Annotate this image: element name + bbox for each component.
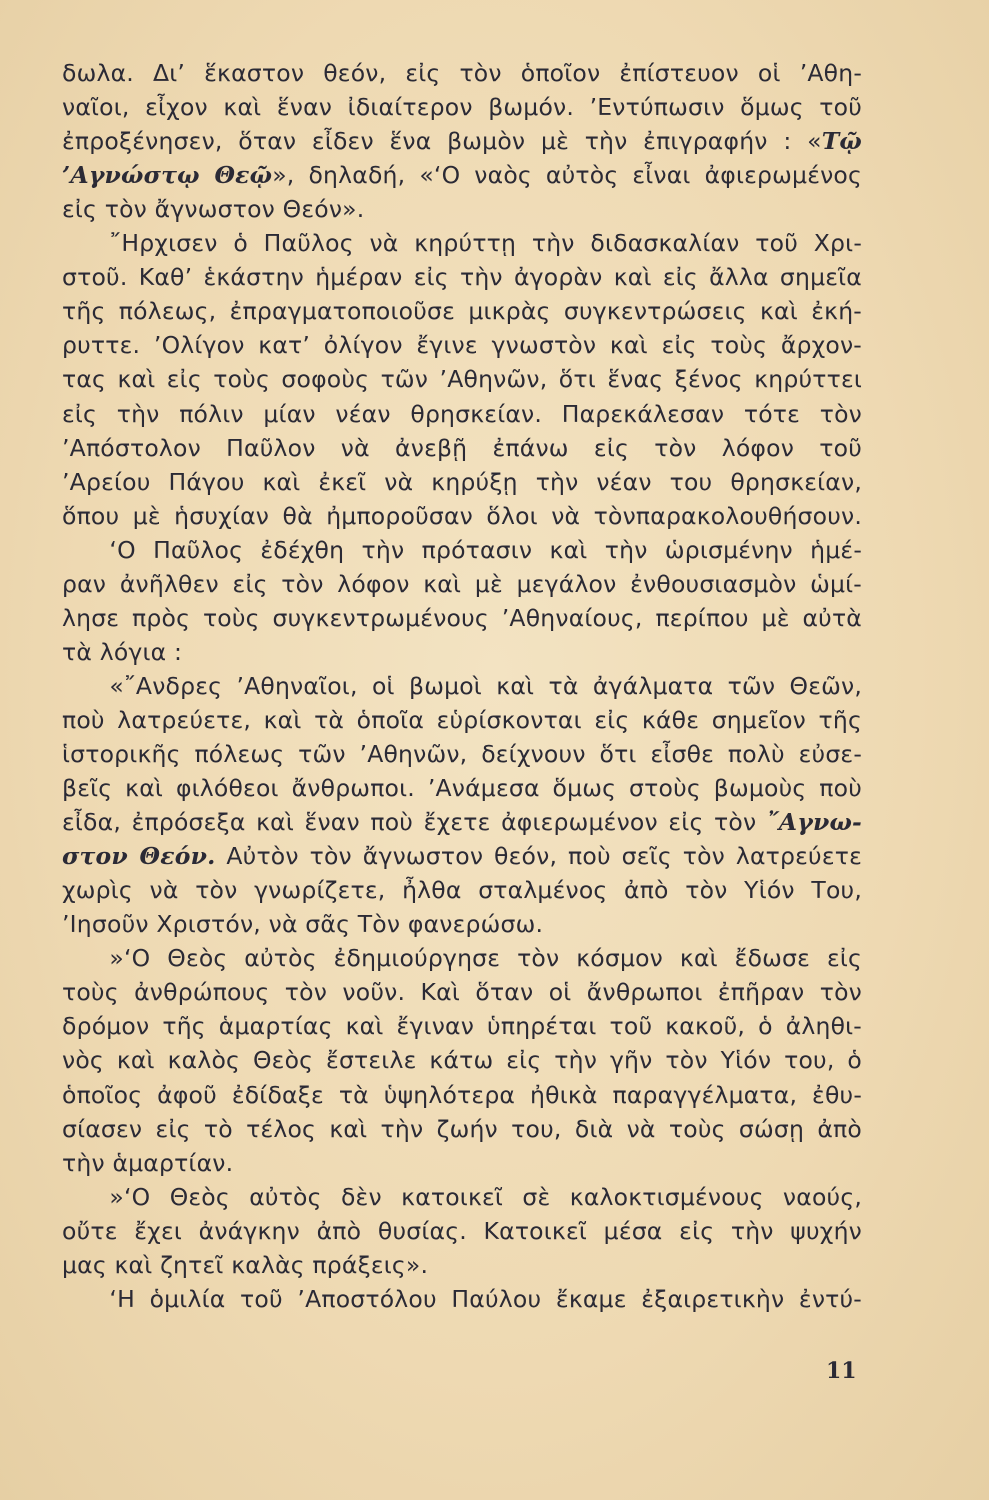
- text-line: [62, 397, 862, 431]
- line-text: ῎Ηρχισεν ὁ Παῦλος νὰ κηρύττῃ τὴν διδασκαλίαν τοῦ Χρι-: [62, 229, 862, 258]
- text-line: [62, 1078, 862, 1112]
- text-line: [62, 226, 862, 260]
- italic-emphasis: ῎Αγνω-: [766, 808, 862, 837]
- text-line: [62, 124, 862, 158]
- line-text: ’Αρείου Πάγου καὶ ἐκεῖ νὰ κηρύξῃ τὴν νέαν του θρησκείαν,: [62, 467, 862, 496]
- line-text: τῆς πόλεως, ἐπραγματοποιοῦσε μικρὰς συγκεντρώσεις καὶ ἐκή-: [62, 297, 862, 326]
- text-line: [62, 635, 862, 669]
- text-line: [62, 839, 862, 873]
- text-line: [62, 975, 862, 1009]
- text-line: [62, 362, 862, 396]
- line-text: σίασεν εἰς τὸ τέλος καὶ τὴν ζωήν του, διὰ νὰ τοὺς σώσῃ ἀπὸ: [62, 1114, 862, 1143]
- text-line: [62, 1282, 862, 1316]
- line-text: εἶδα, ἐπρόσεξα καὶ ἕναν ποὺ ἔχετε ἀφιερωμένον εἰς τὸν: [62, 808, 767, 837]
- line-text: λησε πρὸς τοὺς συγκεντρωμένους ’Αθηναίους, περίπου μὲ αὐτὰ: [62, 603, 862, 632]
- line-text: ποὺ λατρεύετε, καὶ τὰ ὁποῖα εὑρίσκονται εἰς κάθε σημεῖον τῆς: [62, 705, 862, 734]
- text-line: [62, 56, 862, 90]
- line-text: χωρὶς νὰ τὸν γνωρίζετε, ἦλθα σταλμένος ἀπὸ τὸν Υἱόν Του,: [62, 876, 862, 905]
- line-text: ’Απόστολον Παῦλον νὰ ἀνεβῇ ἐπάνω εἰς τὸν λόφον τοῦ: [62, 433, 862, 462]
- line-text: ὁποῖος ἀφοῦ ἐδίδαξε τὰ ὑψηλότερα ἠθικὰ παραγγέλματα, ἐθυ-: [62, 1080, 862, 1109]
- line-text: νὸς καὶ καλὸς Θεὸς ἔστειλε κάτω εἰς τὴν γῆν τὸν Υἱόν του, ὁ: [62, 1046, 862, 1075]
- text-line: [62, 669, 862, 703]
- line-text: ραν ἀνῆλθεν εἰς τὸν λόφον καὶ μὲ μεγάλον ἐνθουσιασμὸν ὡμί-: [62, 569, 862, 598]
- line-text: δωλα. Δι’ ἕκαστον θεόν, εἰς τὸν ὁποῖον ἐπίστευον οἱ ’Αθη-: [62, 59, 862, 87]
- text-line: [62, 567, 862, 601]
- line-text: ‘Η ὁμιλία τοῦ ’Αποστόλου Παύλου ἔκαμε ἐξαιρετικὴν ἐντύ-: [62, 1284, 862, 1313]
- text-line: [62, 499, 862, 533]
- text-line: [62, 1009, 862, 1043]
- text-line: [62, 158, 862, 192]
- line-text: Αὐτὸν τὸν ἄγνωστον θεόν, ποὺ σεῖς τὸν λατρεύετε: [215, 842, 863, 871]
- line-text: τὰ λόγια :: [62, 637, 183, 666]
- text-line: [62, 601, 862, 635]
- line-text: τὴν ἁμαρτίαν.: [62, 1148, 234, 1177]
- text-line: [62, 1214, 862, 1248]
- text-line: [62, 805, 862, 839]
- line-text: οὔτε ἔχει ἀνάγκην ἀπὸ θυσίας. Κατοικεῖ μέσα εἰς τὴν ψυχήν: [62, 1216, 862, 1245]
- line-text: »‘Ο Θεὸς αὐτὸς ἐδημιούργησε τὸν κόσμον καὶ ἔδωσε εἰς: [62, 944, 862, 973]
- text-line: [62, 465, 862, 499]
- line-text: στοῦ. Καθ’ ἑκάστην ἡμέραν εἰς τὴν ἀγορὰν καὶ εἰς ἄλλα σημεῖα: [62, 263, 862, 292]
- line-text: ἱστορικῆς πόλεως τῶν ’Αθηνῶν, δείχνουν ὅτι εἶσθε πολὺ εὐσε-: [62, 740, 862, 768]
- line-text: εἰς τὴν πόλιν μίαν νέαν θρησκείαν. Παρεκάλεσαν τότε τὸν: [62, 399, 862, 428]
- text-line: [62, 703, 862, 737]
- line-text: ναῖοι, εἶχον καὶ ἕναν ἰδιαίτερον βωμόν. ’Εντύπωσιν ὅμως τοῦ: [62, 93, 862, 122]
- line-text: «῎Ανδρες ’Αθηναῖοι, οἱ βωμοὶ καὶ τὰ ἀγάλματα τῶν Θεῶν,: [62, 671, 862, 700]
- text-line: [62, 1112, 862, 1146]
- line-text: ὅπου μὲ ἡσυχίαν θὰ ἠμποροῦσαν ὅλοι νὰ τὸνπαρακολουθήσουν.: [62, 501, 862, 530]
- line-text: »‘Ο Θεὸς αὐτὸς δὲν κατοικεῖ σὲ καλοκτισμένους ναούς,: [62, 1182, 862, 1211]
- text-line: [62, 771, 862, 805]
- text-line: [62, 941, 862, 975]
- line-text: ‘Ο Παῦλος ἐδέχθη τὴν πρότασιν καὶ τὴν ὡρισμένην ἡμέ-: [62, 535, 862, 564]
- line-text: ρυττε. ’Ολίγον κατ’ ὀλίγον ἔγινε γνωστὸν καὶ εἰς τοὺς ἄρχον-: [62, 331, 862, 360]
- text-line: [62, 1180, 862, 1214]
- line-text: μας καὶ ζητεῖ καλὰς πράξεις».: [62, 1250, 429, 1279]
- text-line: [62, 90, 862, 124]
- text-line: [62, 1043, 862, 1077]
- text-line: [62, 907, 862, 941]
- italic-emphasis: Τῷ: [821, 127, 862, 156]
- text-line: [62, 873, 862, 907]
- line-text: ’Ιησοῦν Χριστόν, νὰ σᾶς Τὸν φανερώσω.: [62, 910, 544, 939]
- text-line: [62, 328, 862, 362]
- line-text: βεῖς καὶ φιλόθεοι ἄνθρωποι. ’Ανάμεσα ὅμως στοὺς βωμοὺς ποὺ: [62, 774, 862, 803]
- page-number: 11: [826, 1358, 857, 1384]
- line-text: ἐπροξένησεν, ὅταν εἶδεν ἕνα βωμὸν μὲ τὴν ἐπιγραφήν : «: [62, 127, 822, 156]
- text-line: [62, 294, 862, 328]
- text-line: [62, 431, 862, 465]
- line-text: εἰς τὸν ἄγνωστον Θεόν».: [62, 195, 365, 224]
- italic-emphasis: ’Αγνώστῳ Θεῷ: [62, 161, 273, 190]
- line-text: τας καὶ εἰς τοὺς σοφοὺς τῶν ’Αθηνῶν, ὅτι ἕνας ξένος κηρύττει: [62, 365, 862, 394]
- text-line: [62, 533, 862, 567]
- text-line: [62, 1146, 862, 1180]
- text-line: [62, 737, 862, 771]
- italic-emphasis: στον Θεόν.: [62, 842, 216, 871]
- line-text: τοὺς ἀνθρώπους τὸν νοῦν. Καὶ ὅταν οἱ ἄνθρωποι ἐπῆραν τὸν: [62, 978, 862, 1007]
- line-text: δρόμον τῆς ἁμαρτίας καὶ ἔγιναν ὑπηρέται τοῦ κακοῦ, ὁ ἀληθι-: [62, 1012, 862, 1041]
- text-line: [62, 1248, 862, 1282]
- text-line: [62, 192, 862, 226]
- line-text: », δηλαδή, «‘Ο ναὸς αὐτὸς εἶναι ἀφιερωμένος: [272, 161, 862, 190]
- text-line: [62, 260, 862, 294]
